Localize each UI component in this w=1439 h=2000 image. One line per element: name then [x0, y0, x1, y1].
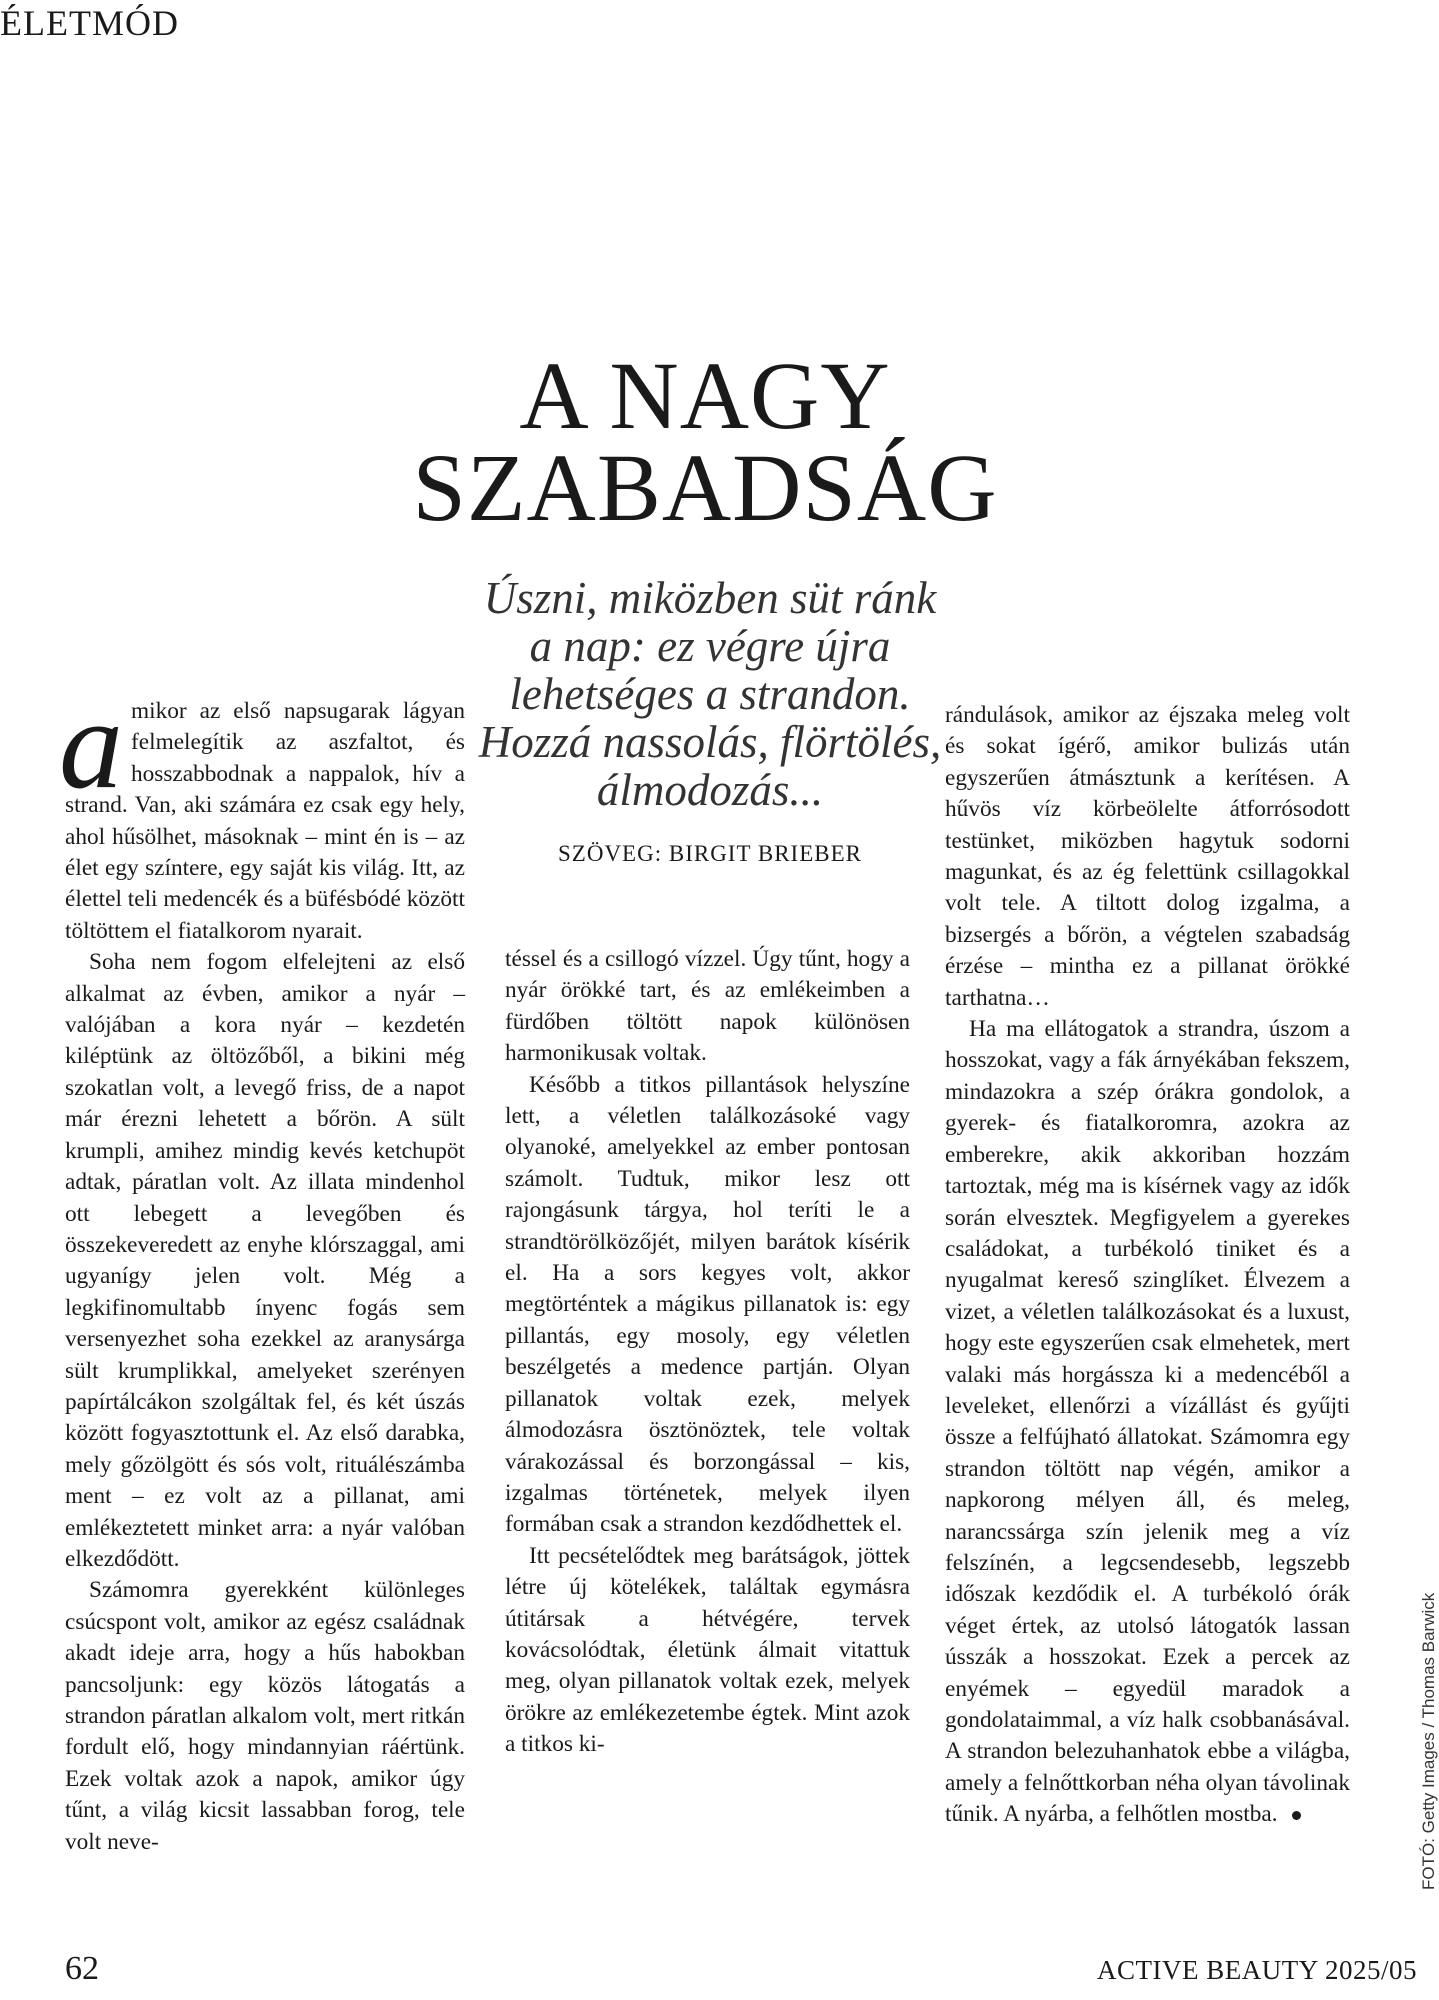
- paragraph: Itt pecsételődtek meg barátságok, jöttek létre új kötelékek, találtak egymásra útitársak a hétvégére, tervek kovácsolódtak, életünk álmait vitattuk meg, olyan pillanatok voltak ezek, melyek örökre az emlékezetembe égtek. Mint azok a titkos ki-: [505, 1542, 910, 1758]
- article-lead: Úszni, miközben süt ránk a nap: ez végre újra lehetséges a strandon. Hozzá nassolás, flörtölés, álmodozás...: [478, 573, 942, 815]
- page-number: 62: [65, 1950, 99, 1987]
- magazine-issue: ACTIVE BEAUTY 2025/05: [1097, 1955, 1417, 1985]
- end-of-article-icon: [1292, 1811, 1301, 1820]
- title-line-1: A NAGY: [519, 342, 891, 449]
- paragraph: [945, 1014, 1350, 1831]
- section-label: ÉLETMÓD: [0, 3, 179, 43]
- paragraph: rándulások, amikor az éjszaka meleg volt és sokat ígérő, amikor bulizás után egyszerűen átmásztunk a kerítésen. A hűvös víz körbeölelte átforrósodott testünket, miközben hagytuk sodorni magunkat, és az ég felettünk csillagokkal volt tele. A tiltott dolog izgalma, a bizsergés a bőrön, a végtelen szabadság érzése – mintha ez a pillanat örökké tarthatna…: [945, 702, 1350, 1011]
- paragraph: Számomra gyerekként különleges csúcspont volt, amikor az egész családnak akadt ideje arra, hogy a hűs habokban pancsoljunk: egy közös látogatás a strandon páratlan alkalom volt, mert ritkán fordult elő, hogy mindannyian ráértünk. Ezek voltak azok a napok, amikor úgy tűnt, a világ kicsit lassabban forog, tele volt neve-: [65, 1577, 465, 1855]
- text-column-2: [505, 944, 910, 1761]
- paragraph-text: Ha ma ellátogatok a strandra, úszom a hosszokat, vagy a fák árnyékában fekszem, mindazokra a szép órákra gondolok, a gyerek- és fiatalkoromra, azokra az emberekre, akik akkoriban hozzám tartoztak, még ma is kísérnek vagy az idők során elvesztek. Megfigyelem a gyerekes családokat, a turbékoló tiniket és a nyugalmat kereső szinglíket. Élvezem a vizet, a véletlen találkozásokat és a luxust, hogy este egyszerűen csak elmehetek, mert valaki más horgássza ki a medencéből a leveleket, ellenőrzi a vízállást és gyűjti össze a felfújható állatokat. Számomra egy strandon töltött nap végén, amikor a napkorong mélyen áll, és meleg, narancssárga szín jelenik meg a víz felszínén, a legcsendesebb, legszebb időszak kezdődik el. A turbékoló órák véget értek, az utolsó látogatók lassan ússzák a hosszokat. Ezek a percek az enyémek – egyedül maradok a gondolataimmal, a víz halk csobbanásával. A strandon belezuhanhatok ebbe a világba, amely a felnőttkorban néha olyan távolinak tűnik. A nyárba, a felhőtlen mostba.: [945, 1016, 1350, 1828]
- paragraph-text: mikor az első napsugarak lágyan felmelegítik az aszfaltot, és hosszabbodnak a nappalok, hív a strand. Van, aki számára ez csak egy hely, ahol hűsölhet, másoknak – mint én is – az élet egy színtere, egy saját kis világ. Itt, az élettel teli medencék és a büfésbódé között töltöttem el fiatalkorom nyarait.: [65, 698, 465, 944]
- drop-cap: a: [59, 673, 123, 815]
- text-column-1: [59, 673, 465, 1858]
- byline: SZÖVEG: BIRGIT BRIEBER: [558, 841, 862, 866]
- article-title: [380, 342, 1030, 541]
- title-line-2: SZABADSÁG: [412, 434, 998, 541]
- paragraph: Később a titkos pillantások helyszíne lett, a véletlen találkozásoké vagy olyanoké, amelyekkel az ember pontosan számolt. Tudtuk, mikor lesz ott rajongásunk tárgya, hol teríti le a strandtörölközőjét, milyen barátok kísérik el. Ha a sors kegyes volt, akkor megtörténtek a mágikus pillanatok is: egy pillantás, egy mosoly, egy véletlen beszélgetés a medence partján. Olyan pillanatok voltak ezek, melyek álmodozásra ösztönöztek, tele voltak várakozással és borzongással – kis, izgalmas történetek, melyek ilyen formában csak a strandon kezdődhettek el.: [505, 1071, 910, 1538]
- paragraph: téssel és a csillogó vízzel. Úgy tűnt, hogy a nyár örökké tart, és az emlékeimben a fürdőben töltött napok különösen harmonikusak voltak.: [505, 946, 910, 1067]
- paragraph: Soha nem fogom elfelejteni az első alkalmat az évben, amikor a nyár – valójában a kora nyár – kezdetén kiléptünk az öltözőből, a bikini még szokatlan volt, a levegő friss, de a napot már érezni lehetett a bőrön. A sült krumpli, amihez mindig kevés ketchupöt adtak, páratlan volt. Az illata mindenhol ott lebegett a levegőben és összekeveredett az enyhe klórszaggal, ami ugyanígy jelen volt. Még a legkifinomultabb ínyenc fogás sem versenyezhet soha ezekkel az aranysárga sült krumplikkal, amelyeket szerényen papírtálcákon szolgáltak fel, és két úszás között fogyasztottunk el. Az első darabka, mely gőzölgött és sós volt, rituálészámba ment – ez volt az a pillanat, ami emlékeztetett minket arra: a nyár valóban elkezdődött.: [65, 949, 465, 1572]
- text-column-3: [945, 700, 1350, 1831]
- paragraph: [59, 673, 465, 947]
- photo-credit: FOTÓ: Getty Images / Thomas Barwick: [1419, 1592, 1438, 1890]
